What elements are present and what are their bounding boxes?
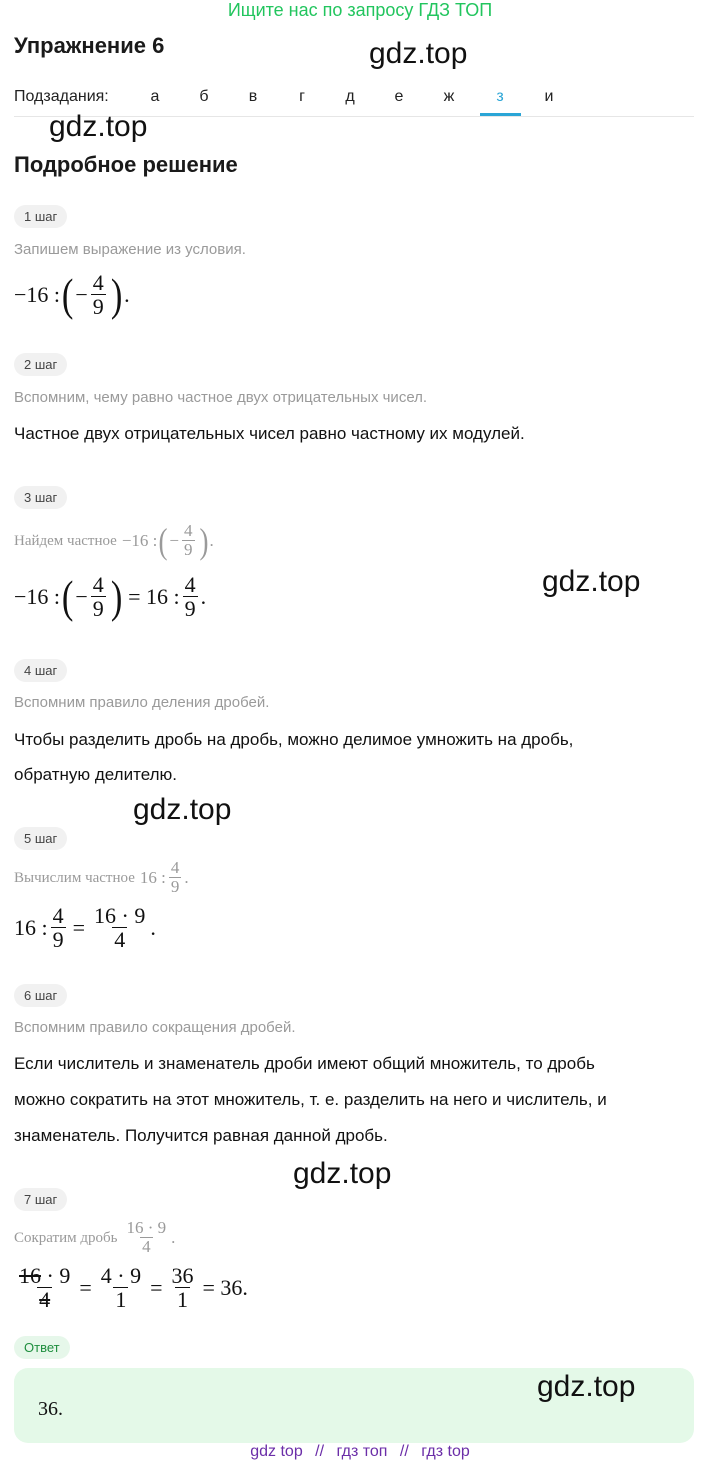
watermark: gdz.top (369, 37, 468, 70)
subtask-tab-b[interactable]: б (199, 88, 209, 105)
numerator: 16 · 9 (126, 1218, 167, 1238)
answer-badge: Ответ (14, 1336, 70, 1359)
step-hint (14, 1214, 175, 1262)
footer-separator: // (315, 1443, 325, 1460)
hint-text: Найдем частное (14, 532, 117, 549)
formula-term: . (200, 584, 207, 609)
hint-text: Сократим дробь (14, 1229, 118, 1246)
formula-term: . (209, 531, 214, 550)
step-text: Чтобы разделить дробь на дробь, можно делимое умножить на дробь, (14, 730, 574, 749)
formula-term: . (150, 915, 156, 940)
footer-links (0, 1443, 720, 1461)
denominator: 9 (184, 540, 193, 560)
formula-term: −16 : (14, 282, 61, 307)
fraction (91, 271, 106, 319)
numerator: 4 (170, 858, 180, 878)
numerator: 36 (171, 1262, 194, 1288)
step-badge: 1 шаг (14, 205, 67, 228)
open-paren: ( (61, 571, 74, 622)
subtask-tab-v[interactable]: в (248, 88, 258, 105)
formula-term: − (169, 531, 179, 550)
formula-term: = (72, 915, 86, 940)
fraction (92, 904, 147, 952)
step-badge: 7 шаг (14, 1188, 67, 1211)
numerator: 16 · 9 (94, 902, 146, 928)
footer-link[interactable]: гдз топ (336, 1443, 388, 1460)
formula-term: . (171, 1228, 176, 1247)
step-text: обратную делителю. (14, 765, 177, 784)
formula-term: = (150, 1275, 163, 1300)
step-badge: 5 шаг (14, 827, 67, 850)
open-paren: ( (61, 269, 74, 320)
step-hint: Запишем выражение из условия. (14, 241, 246, 258)
denominator: 9 (52, 926, 64, 952)
numerator: 4 · 9 (100, 1262, 142, 1288)
formula-term: . (184, 868, 189, 887)
answer-value: 36. (38, 1398, 63, 1420)
step-text: Частное двух отрицательных чисел равно частному их модулей. (14, 424, 525, 443)
numerator: 4 (52, 902, 64, 928)
denominator: 1 (115, 1286, 127, 1312)
step-formula (14, 266, 130, 324)
formula-term: 16 : (139, 868, 166, 887)
cancelled-denominator: 4 (39, 1286, 51, 1312)
step-text: Если числитель и знаменатель дроби имеют общий множитель, то дробь (14, 1054, 595, 1073)
watermark: gdz.top (133, 793, 232, 826)
formula-term: − (75, 282, 88, 307)
formula-term: − (75, 584, 88, 609)
numerator: 4 (92, 269, 104, 295)
formula-term: . (124, 282, 130, 307)
step-badge: 6 шаг (14, 984, 67, 1007)
denominator: 9 (92, 595, 104, 621)
solution-heading: Подробное решение (14, 152, 238, 177)
step-hint: Вспомним правило деления дробей. (14, 694, 270, 711)
watermark: gdz.top (537, 1370, 636, 1403)
numerator-rest: · 9 (41, 1262, 71, 1288)
watermark: gdz.top (293, 1157, 392, 1190)
subtask-tab-d[interactable]: д (345, 88, 355, 105)
fraction (91, 573, 106, 621)
active-tab-indicator (480, 113, 521, 116)
step-badge: 3 шаг (14, 486, 67, 509)
step-hint (14, 856, 189, 900)
fraction (99, 1264, 143, 1312)
footer-separator: // (399, 1443, 409, 1460)
subtask-tab-a[interactable]: а (150, 88, 160, 105)
denominator: 1 (177, 1286, 188, 1312)
formula-term: = 36. (202, 1275, 248, 1300)
denominator: 9 (92, 293, 104, 319)
open-paren: ( (158, 521, 168, 561)
hint-text: Вычислим частное (14, 869, 135, 886)
fraction (182, 522, 195, 560)
subtask-tab-zh[interactable]: ж (443, 88, 455, 105)
denominator: 9 (170, 877, 180, 897)
step-formula (14, 902, 156, 954)
formula-term: −16 : (121, 531, 158, 550)
step-formula (14, 1262, 248, 1314)
footer-link[interactable]: гдз top (421, 1443, 470, 1460)
watermark: gdz.top (49, 110, 148, 143)
step-hint (14, 516, 214, 566)
step-hint: Вспомним, чему равно частное двух отрицательных чисел. (14, 389, 428, 406)
step-badge: 2 шаг (14, 353, 67, 376)
step-text: знаменатель. Получится равная данной дробь. (14, 1126, 388, 1145)
subtask-tab-g[interactable]: г (299, 88, 305, 105)
numerator: 4 (92, 571, 104, 597)
formula-term: = 16 : (128, 584, 180, 609)
subtask-tab-e[interactable]: е (394, 88, 404, 105)
formula-term: = (79, 1275, 92, 1300)
fraction (125, 1219, 169, 1257)
close-paren: ) (110, 269, 123, 320)
numerator: 4 (184, 571, 196, 597)
cancelled-factor: 16 (19, 1262, 41, 1288)
close-paren: ) (110, 571, 123, 622)
fraction (51, 904, 66, 952)
numerator (17, 1264, 72, 1287)
formula-term: −16 : (14, 584, 61, 609)
watermark: gdz.top (542, 565, 641, 598)
step-hint: Вспомним правило сокращения дробей. (14, 1019, 296, 1036)
fraction (170, 1264, 196, 1312)
subtask-tab-i[interactable]: и (544, 88, 554, 105)
denominator: 4 (142, 1237, 151, 1257)
subtasks-label: Подзадания: (14, 88, 109, 105)
search-banner: Ищите нас по запросу ГДЗ ТОП (227, 0, 493, 20)
fraction (17, 1264, 72, 1312)
step-formula (14, 568, 206, 626)
page-title: Упражнение 6 (14, 33, 165, 58)
denominator: 4 (114, 926, 126, 952)
denominator: 9 (184, 595, 196, 621)
step-badge: 4 шаг (14, 659, 67, 682)
formula-term: 16 : (14, 915, 48, 940)
step-text: можно сократить на этот множитель, т. е. разделить на него и числитель, и (14, 1090, 607, 1109)
footer-link[interactable]: gdz top (250, 1443, 303, 1460)
fraction (183, 573, 198, 621)
close-paren: ) (199, 521, 208, 561)
subtask-tab-z[interactable]: з (496, 88, 504, 105)
fraction (169, 859, 182, 897)
numerator: 4 (184, 521, 193, 541)
